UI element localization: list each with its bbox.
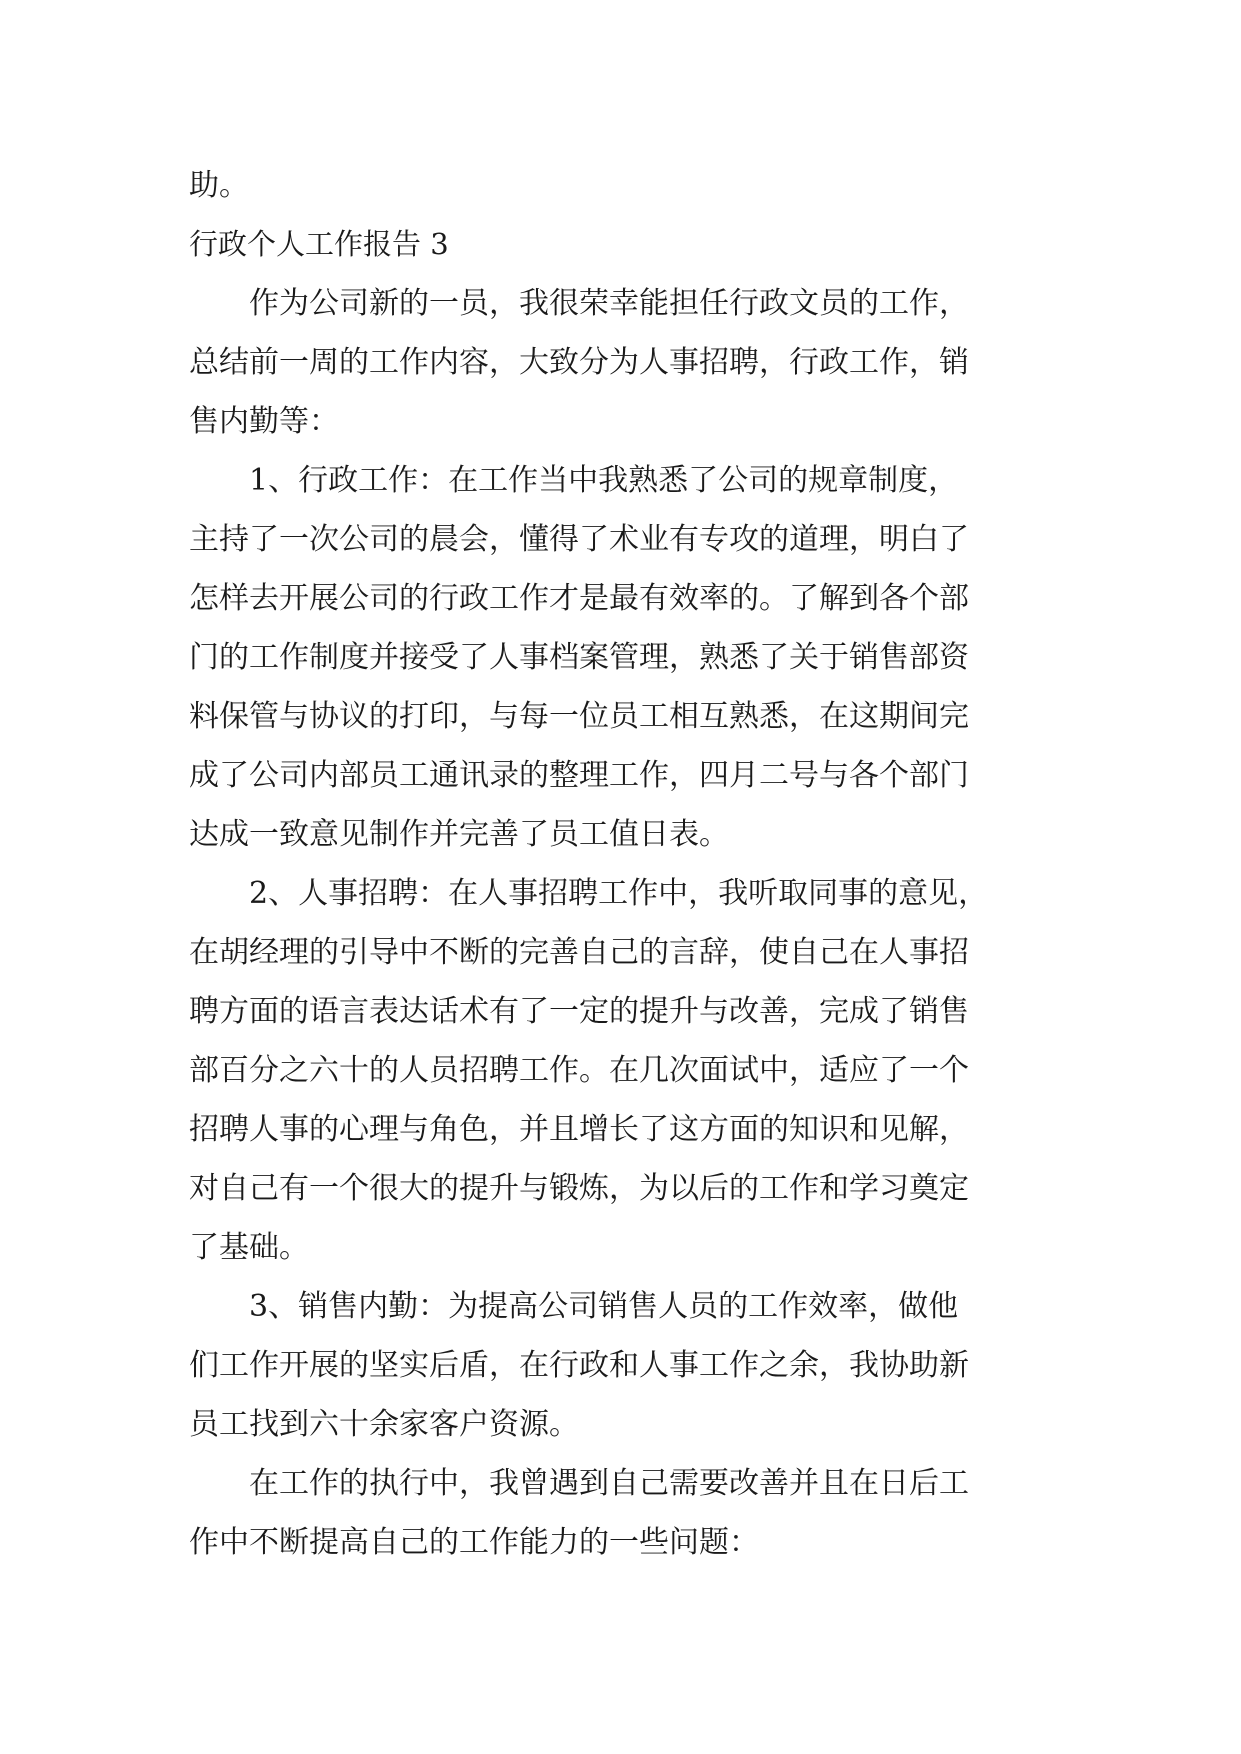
paragraph-line: 作中不断提高自己的工作能力的一些问题：	[189, 1525, 759, 1560]
paragraph-line: 2、人事招聘：在人事招聘工作中，我听取同事的意见，	[249, 876, 989, 911]
paragraph-line: 们工作开展的坚实后盾，在行政和人事工作之余，我协助新	[189, 1348, 969, 1383]
paragraph-line: 在胡经理的引导中不断的完善自己的言辞，使自己在人事招	[189, 935, 969, 970]
paragraph-line: 部百分之六十的人员招聘工作。在几次面试中，适应了一个	[189, 1053, 969, 1088]
paragraph-line: 1、行政工作：在工作当中我熟悉了公司的规章制度，	[249, 463, 959, 498]
paragraph-line: 对自己有一个很大的提升与锻炼，为以后的工作和学习奠定	[189, 1171, 969, 1206]
document-body	[189, 156, 1059, 1572]
paragraph-line: 料保管与协议的打印，与每一位员工相互熟悉，在这期间完	[189, 699, 969, 734]
paragraph-line: 售内勤等：	[189, 404, 339, 439]
paragraph-line: 总结前一周的工作内容，大致分为人事招聘，行政工作，销	[189, 345, 969, 380]
paragraph-sales-support	[189, 1277, 1059, 1454]
paragraph-line: 了基础。	[189, 1230, 309, 1265]
paragraph-line: 主持了一次公司的晨会，懂得了术业有专攻的道理，明白了	[189, 522, 969, 557]
paragraph-line: 达成一致意见制作并完善了员工值日表。	[189, 817, 729, 852]
paragraph-line: 招聘人事的心理与角色，并且增长了这方面的知识和见解，	[189, 1112, 969, 1147]
paragraph-admin-work	[189, 451, 1059, 864]
paragraph-recruitment	[189, 864, 1059, 1277]
paragraph-problems	[189, 1454, 1059, 1572]
continuation-text: 助。	[189, 168, 249, 203]
paragraph-line: 成了公司内部员工通讯录的整理工作，四月二号与各个部门	[189, 758, 969, 793]
paragraph-intro	[189, 274, 1059, 451]
paragraph-line: 作为公司新的一员，我很荣幸能担任行政文员的工作，	[249, 286, 969, 321]
paragraph-line: 员工找到六十余家客户资源。	[189, 1407, 579, 1442]
paragraph-line: 怎样去开展公司的行政工作才是最有效率的。了解到各个部	[189, 581, 969, 616]
section-heading: 行政个人工作报告 3	[189, 227, 449, 261]
paragraph-line: 聘方面的语言表达话术有了一定的提升与改善，完成了销售	[189, 994, 969, 1029]
paragraph-line: 3、销售内勤：为提高公司销售人员的工作效率，做他	[249, 1289, 959, 1324]
paragraph-line: 在工作的执行中，我曾遇到自己需要改善并且在日后工	[249, 1466, 969, 1501]
paragraph-line: 门的工作制度并接受了人事档案管理，熟悉了关于销售部资	[189, 640, 969, 675]
